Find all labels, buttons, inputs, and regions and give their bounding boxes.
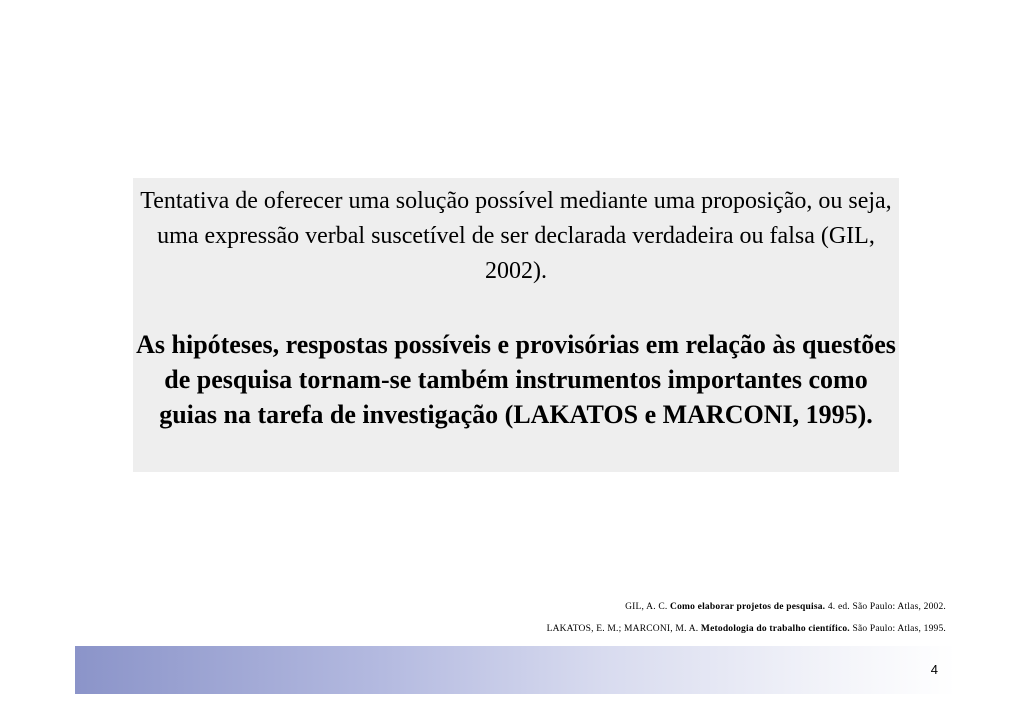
footer-bar	[75, 646, 956, 694]
hypotheses-text: As hipóteses, respostas possíveis e provisórias em relação às questões de pesquisa tornam-se também instrumentos importantes como guias na tarefa de investigação (LAKATOS e MARCONI, 1995).	[136, 330, 896, 429]
definition-text: Tentativa de oferecer uma solução possível mediante uma proposição, ou seja, uma expressão verbal suscetível de ser declarada verdadeira ou falsa (GIL, 2002).	[140, 188, 892, 284]
reference-authors: LAKATOS, E. M.; MARCONI, M. A.	[546, 624, 701, 634]
reference-title: Como elaborar projetos de pesquisa.	[670, 602, 826, 612]
reference-lakatos	[547, 621, 946, 643]
reference-details: 4. ed. São Paulo: Atlas, 2002.	[825, 602, 946, 612]
reference-details: São Paulo: Atlas, 1995.	[849, 624, 946, 634]
references	[547, 599, 946, 643]
quote-box	[133, 178, 899, 472]
reference-gil	[547, 599, 946, 621]
page-number: 4	[930, 662, 938, 677]
reference-authors: GIL, A. C.	[625, 602, 671, 612]
reference-title: Metodologia do trabalho científico.	[700, 624, 850, 634]
